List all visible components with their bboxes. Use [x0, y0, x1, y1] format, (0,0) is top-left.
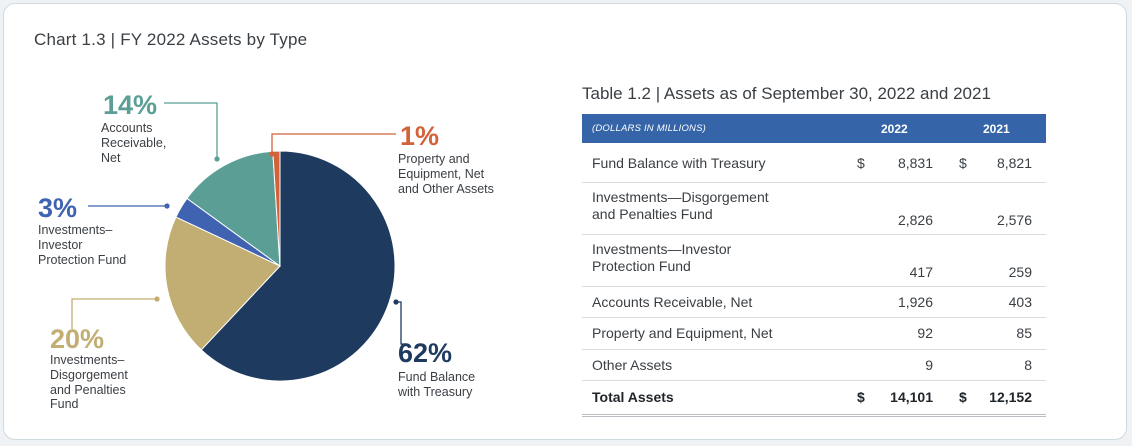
table-row — [582, 318, 1046, 350]
table-row — [582, 381, 1046, 417]
leader-dot — [214, 156, 219, 161]
chart-title: Chart 1.3 | FY 2022 Assets by Type — [34, 30, 308, 49]
leader-dot — [269, 151, 274, 156]
value-2021: 2,576 — [996, 212, 1032, 228]
slice-label-investor-protection: Investments– Investor Protection Fund — [38, 223, 127, 267]
row-label: Investments—Investor Protection Fund — [592, 241, 732, 275]
value-2021: 12,152 — [989, 389, 1032, 405]
value-2021: 85 — [1016, 325, 1032, 341]
table-row — [582, 143, 1046, 183]
slice-label-property: Property and Equipment, Net and Other Assets — [398, 152, 494, 196]
leader-line — [164, 103, 217, 159]
report-card — [3, 3, 1127, 440]
currency-2022: $ — [857, 389, 865, 405]
units-label: (DOLLARS IN MILLIONS) — [592, 123, 707, 134]
slice-label-disgorgement: Investments– Disgorgement and Penalties Fund — [50, 353, 128, 412]
value-2022: 417 — [909, 264, 933, 280]
currency-2022: $ — [857, 155, 865, 171]
slice-pct-investor-protection: 3% — [38, 193, 78, 223]
value-2022: 1,926 — [897, 294, 933, 310]
value-2021: 403 — [1008, 294, 1032, 310]
col-header-2022: 2022 — [881, 122, 908, 136]
value-2022: 8,831 — [897, 155, 933, 171]
slice-pct-disgorgement: 20% — [50, 324, 105, 354]
currency-2021: $ — [959, 389, 967, 405]
slice-label-accounts-receivable: Accounts Receivable, Net — [101, 121, 167, 165]
value-2021: 8,821 — [996, 155, 1032, 171]
row-label: Other Assets — [592, 357, 673, 373]
slice-pct-accounts-receivable: 14% — [103, 90, 158, 120]
table-row — [582, 183, 1046, 235]
value-2022: 92 — [917, 325, 933, 341]
value-2022: 14,101 — [890, 389, 933, 405]
row-label: Property and Equipment, Net — [592, 325, 773, 341]
leader-dot — [393, 299, 398, 304]
slice-pct-fund-balance: 62% — [398, 338, 453, 368]
row-label: Investments—Disgorgement and Penalties Fund — [592, 189, 769, 223]
table-row — [582, 235, 1046, 287]
table-body — [582, 143, 1046, 417]
leader-dot — [164, 203, 169, 208]
table-title: Table 1.2 | Assets as of September 30, 2022 and 2021 — [582, 84, 991, 103]
leader-dot — [154, 296, 159, 301]
table-row — [582, 287, 1046, 318]
row-label: Fund Balance with Treasury — [592, 155, 766, 171]
slice-pct-property: 1% — [400, 121, 440, 151]
slice-label-fund-balance: Fund Balance with Treasury — [398, 370, 476, 399]
value-2021: 8 — [1024, 357, 1032, 373]
value-2021: 259 — [1008, 264, 1032, 280]
value-2022: 9 — [925, 357, 933, 373]
table-header — [582, 114, 1046, 143]
row-label: Total Assets — [592, 389, 674, 405]
table-row — [582, 350, 1046, 381]
value-2022: 2,826 — [897, 212, 933, 228]
row-label: Accounts Receivable, Net — [592, 294, 753, 310]
currency-2021: $ — [959, 155, 967, 171]
assets-table — [582, 114, 1046, 417]
col-header-2021: 2021 — [983, 122, 1010, 136]
